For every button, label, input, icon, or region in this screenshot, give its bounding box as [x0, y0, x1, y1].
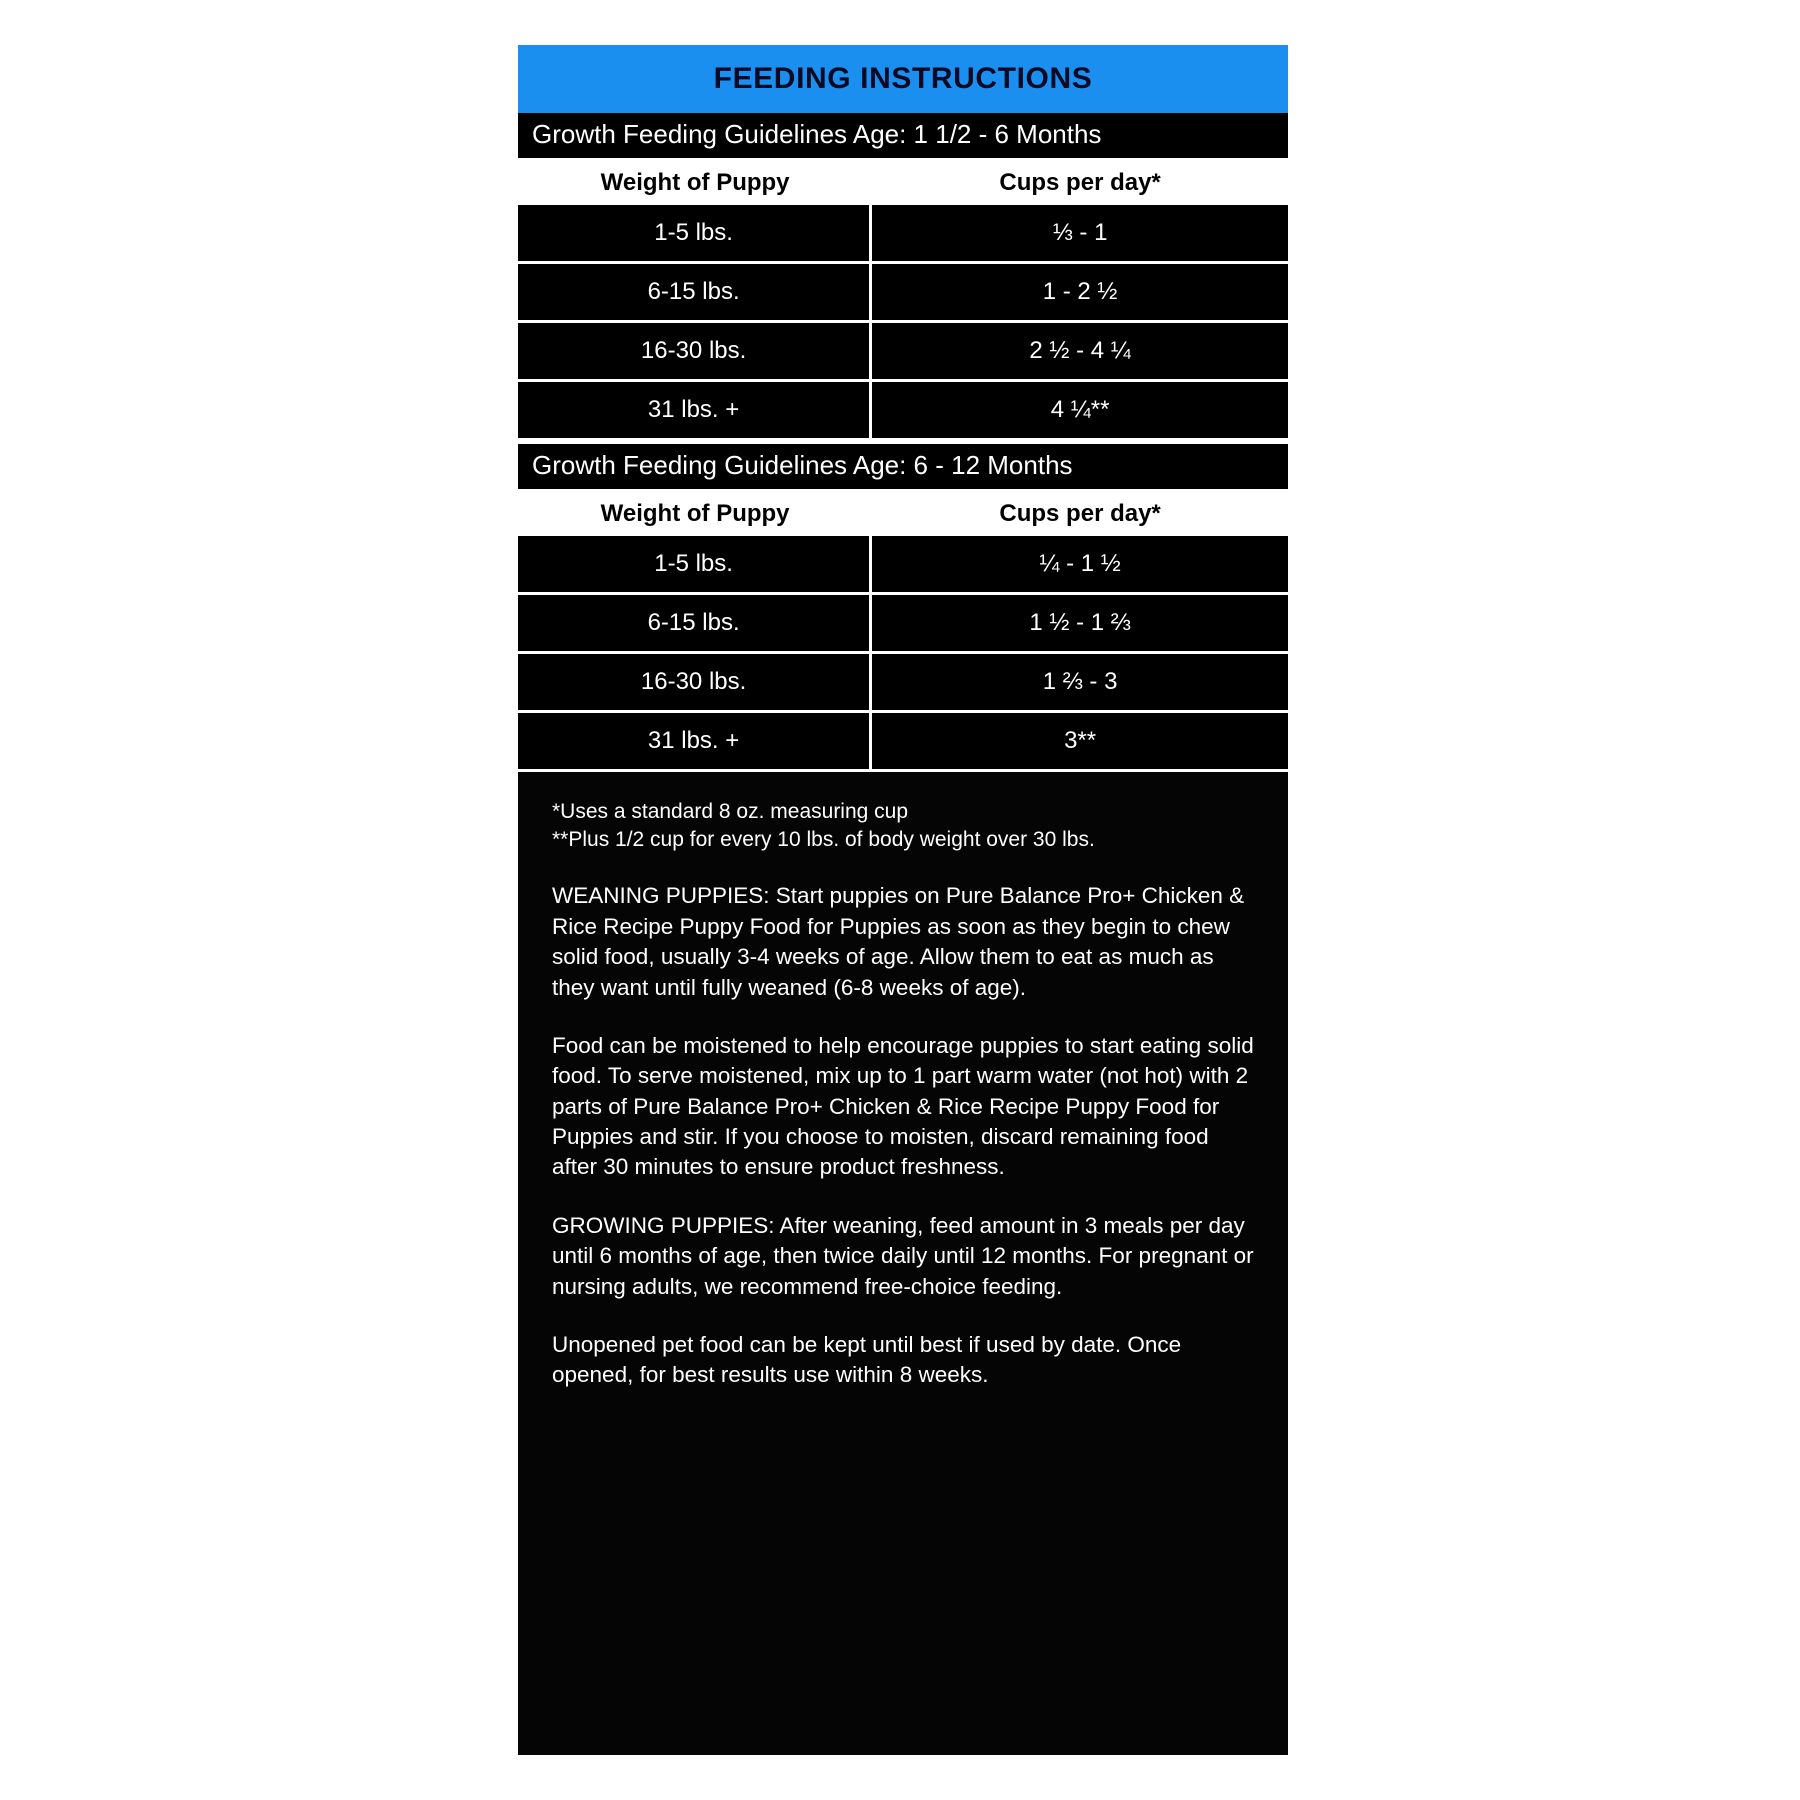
footnote-measuring-cup: *Uses a standard 8 oz. measuring cup — [552, 800, 909, 823]
cell-weight: 16-30 lbs. — [518, 654, 872, 710]
feeding-table-1 — [518, 205, 1288, 441]
table-row — [518, 323, 1288, 382]
column-header-cups-1: Cups per day* — [999, 169, 1161, 196]
cell-cups: ⅓ - 1 — [1052, 219, 1108, 246]
instructions-body — [518, 772, 1288, 1391]
table-row — [518, 654, 1288, 713]
page-title: FEEDING INSTRUCTIONS — [713, 62, 1093, 95]
column-header-weight-2: Weight of Puppy — [600, 500, 790, 527]
panel-header — [518, 45, 1288, 113]
cell-weight: 1-5 lbs. — [518, 205, 872, 261]
table-header-row-1 — [518, 161, 1288, 205]
paragraph-storage: Unopened pet food can be kept until best if used by date. Once opened, for best results use within 8 weeks. — [552, 1331, 1182, 1388]
cell-weight: 31 lbs. + — [518, 382, 872, 438]
section-title-growth-2: Growth Feeding Guidelines Age: 6 - 12 Months — [518, 441, 1288, 492]
cell-cups: 3** — [1064, 727, 1097, 754]
cell-cups: 2 ½ - 4 ¼ — [1029, 337, 1131, 364]
table-row — [518, 382, 1288, 438]
feeding-instructions-panel — [518, 45, 1288, 1755]
paragraph-moistening: Food can be moistened to help encourage puppies to start eating solid food. To serve moistened, mix up to 1 part warm water (not hot) with 2 parts of Pure Balance Pro+ Chicken & Rice Recipe Puppy Food for Puppies and stir. If you choose to moisten, discard remaining food after 30 minutes to ensure product freshness. — [552, 1032, 1254, 1180]
cell-weight: 6-15 lbs. — [518, 595, 872, 651]
table-header-row-2 — [518, 492, 1288, 536]
cell-weight: 1-5 lbs. — [518, 536, 872, 592]
cell-cups: ¼ - 1 ½ — [1039, 550, 1121, 577]
cell-cups: 1 ⅔ - 3 — [1042, 668, 1118, 695]
table-row — [518, 205, 1288, 264]
column-header-cups-2: Cups per day* — [999, 500, 1161, 527]
table-row — [518, 264, 1288, 323]
cell-weight: 16-30 lbs. — [518, 323, 872, 379]
cell-cups: 1 ½ - 1 ⅔ — [1029, 609, 1131, 636]
feeding-table-2 — [518, 536, 1288, 772]
cell-weight: 6-15 lbs. — [518, 264, 872, 320]
table-row — [518, 536, 1288, 595]
table-row — [518, 713, 1288, 769]
paragraph-growing-puppies: GROWING PUPPIES: After weaning, feed amount in 3 meals per day until 6 months of age, then twice daily until 12 months. For pregnant or nursing adults, we recommend free-choice feeding. — [552, 1212, 1254, 1299]
footnote-extra-cup: **Plus 1/2 cup for every 10 lbs. of body weight over 30 lbs. — [552, 827, 1095, 851]
table-row — [518, 595, 1288, 654]
cell-weight: 31 lbs. + — [518, 713, 872, 769]
cell-cups: 1 - 2 ½ — [1042, 278, 1118, 305]
section-title-growth-1: Growth Feeding Guidelines Age: 1 1/2 - 6 Months — [518, 113, 1288, 161]
paragraph-weaning-puppies: WEANING PUPPIES: Start puppies on Pure Balance Pro+ Chicken & Rice Recipe Puppy Food for Puppies as soon as they begin to chew solid food, usually 3-4 weeks of age. Allow them to eat as much as they want until fully weaned (6-8 weeks of age). — [552, 883, 1245, 1000]
cell-cups: 4 ¼** — [1050, 396, 1110, 423]
column-header-weight-1: Weight of Puppy — [600, 169, 790, 196]
